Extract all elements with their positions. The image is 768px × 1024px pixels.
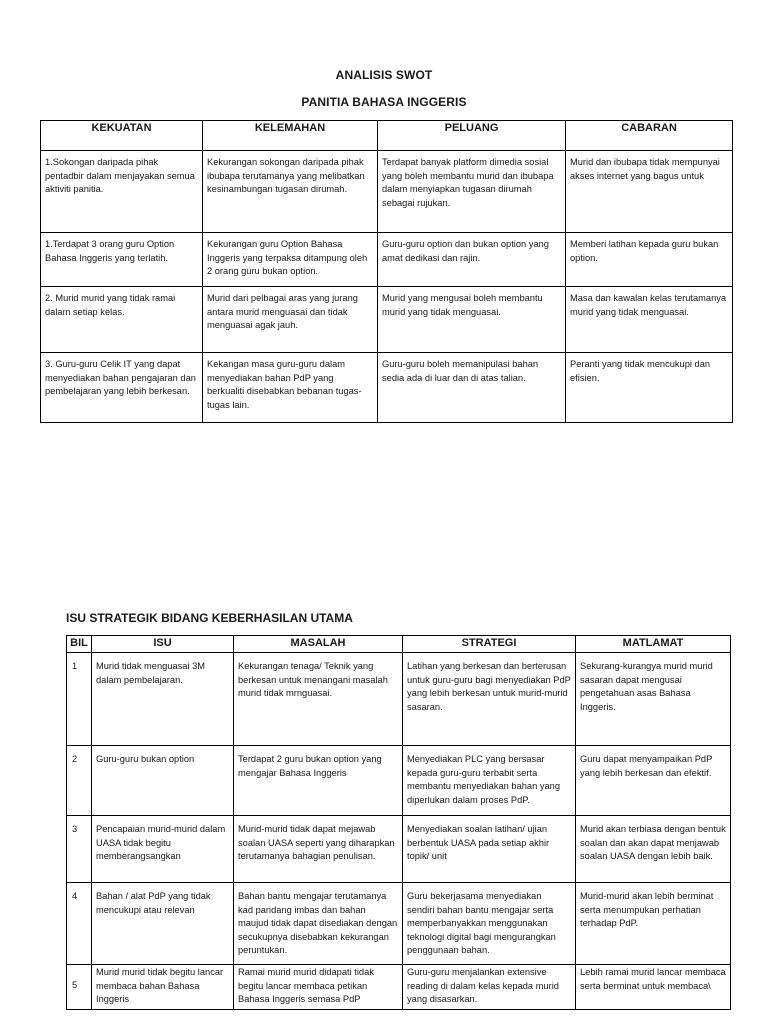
isu-header-row	[67, 636, 731, 653]
table-row	[67, 965, 731, 1010]
masalah-cell: Bahan bantu mengajar terutamanya kad pandang imbas dan bahan maujud tidak dapat disediakan dengan secukupnya disebabkan kekurangan peruntukan.	[234, 883, 403, 965]
header-matlamat: MATLAMAT	[576, 636, 731, 653]
matlamat-cell: Sekurang-kurangya murid murid sasaran dapat mengusai pengetahuan asas Bahasa Inggeris.	[576, 653, 731, 746]
table-row	[41, 353, 733, 423]
strategi-cell: Menyediakan soalan latihan/ ujian berbentuk UASA pada setiap akhir topik/ unit	[403, 816, 576, 883]
isu-cell: Pencapaian murid-murid dalam UASA tidak begitu memberangsangkan	[92, 816, 234, 883]
bil-cell: 5	[67, 965, 92, 1010]
strategi-cell: Latihan yang berkesan dan berterusan untuk guru-guru bagi menyediakan PdP yang lebih berkesan untuk murid-murid sasaran.	[403, 653, 576, 746]
table-row	[41, 287, 733, 353]
swot-cell: 2. Murid murid yang tidak ramai dalam setiap kelas.	[41, 287, 203, 353]
masalah-cell: Ramai murid murid didapati tidak begitu lancar membaca petikan Bahasa Inggeris semasa PdP	[234, 965, 403, 1010]
bil-cell: 2	[67, 746, 92, 816]
bil-cell: 3	[67, 816, 92, 883]
isu-cell: Murid murid tidak begitu lancar membaca bahan Bahasa Inggeris	[92, 965, 234, 1010]
strategi-cell: Guru bekerjasama menyediakan sendiri bahan bantu mengajar serta memperbanyakkan menggunakan teknologi digital bagi mengurangkan penggunaan bahan.	[403, 883, 576, 965]
swot-cell: Memberi latihan kepada guru bukan option.	[566, 233, 733, 287]
table-row	[67, 653, 731, 746]
swot-cell: Murid dari pelbagai aras yang jurang antara murid menguasai dan tidak menguasai agak jauh.	[203, 287, 378, 353]
bil-cell: 1	[67, 653, 92, 746]
swot-cell: Kekangan masa guru-guru dalam menyediakan bahan PdP yang berkualiti disebabkan bebanan tugas-tugas lain.	[203, 353, 378, 423]
header-peluang: PELUANG	[378, 121, 566, 151]
swot-header-row	[41, 121, 733, 151]
document-subtitle: PANITIA BAHASA INGGERIS	[301, 95, 467, 109]
swot-table	[40, 120, 733, 423]
swot-cell: Masa dan kawalan kelas terutamanya murid yang tidak menguasai.	[566, 287, 733, 353]
header-kekuatan: KEKUATAN	[41, 121, 203, 151]
header-cabaran: CABARAN	[566, 121, 733, 151]
matlamat-cell: Murid akan terbiasa dengan bentuk soalan dan akan dapat menjawab soalan UASA dengan lebih baik.	[576, 816, 731, 883]
document-title: ANALISIS SWOT	[335, 68, 433, 82]
masalah-cell: Terdapat 2 guru bukan option yang mengajar Bahasa Inggeris	[234, 746, 403, 816]
swot-cell: Terdapat banyak platform dimedia sosial yang boleh membantu murid dan ibubapa dalam menyiapkan tugasan dirumah sebagai rujukan.	[378, 151, 566, 233]
table-row	[67, 746, 731, 816]
header-kelemahan: KELEMAHAN	[203, 121, 378, 151]
section-title: ISU STRATEGIK BIDANG KEBERHASILAN UTAMA	[66, 611, 353, 625]
swot-cell: Murid yang mengusai boleh membantu murid yang tidak menguasai.	[378, 287, 566, 353]
table-row	[41, 233, 733, 287]
masalah-cell: Murid-murid tidak dapat mejawab soalan UASA seperti yang diharapkan terutamanya bahagian penulisan.	[234, 816, 403, 883]
swot-cell: Peranti yang tidak mencukupi dan efisien.	[566, 353, 733, 423]
swot-cell: Guru-guru boleh memanipulasi bahan sedia ada di luar dan di atas talian.	[378, 353, 566, 423]
matlamat-cell: Lebih ramai murid lancar membaca serta berminat untuk membaca\	[576, 965, 731, 1010]
swot-cell: Kekurangan guru Option Bahasa Inggeris yang terpaksa ditampung oleh 2 orang guru bukan option.	[203, 233, 378, 287]
table-row	[67, 883, 731, 965]
swot-cell: Murid dan ibubapa tidak mempunyai akses internet yang bagus untuk	[566, 151, 733, 233]
matlamat-cell: Murid-murid akan lebih berminat serta menumpukan perhatian terhadap PdP.	[576, 883, 731, 965]
table-row	[67, 816, 731, 883]
swot-cell: Guru-guru option dan bukan option yang amat dedikasi dan rajin.	[378, 233, 566, 287]
matlamat-cell: Guru dapat menyampaikan PdP yang lebih berkesan dan efektif.	[576, 746, 731, 816]
strategi-cell: Menyediakan PLC yang bersasar kepada guru-guru terbabit serta membantu menyediakan bahan yang diperlukan dalam proses PdP.	[403, 746, 576, 816]
bil-cell: 4	[67, 883, 92, 965]
header-bil: BIL	[67, 636, 92, 653]
swot-cell: 3. Guru-guru Celik IT yang dapat menyediakan bahan pengajaran dan pembelajaran yang lebih berkesan.	[41, 353, 203, 423]
header-masalah: MASALAH	[234, 636, 403, 653]
masalah-cell: Kekurangan tenaga/ Teknik yang berkesan untuk menangani masalah murid tidak mrnguasai.	[234, 653, 403, 746]
swot-cell: Kekurangan sokongan daripada pihak ibubapa terutamanya yang melibatkan kesinambungan tugasan dirumah.	[203, 151, 378, 233]
header-isu: ISU	[92, 636, 234, 653]
strategi-cell: Guru-guru menjalankan extensive reading di dalam kelas kepada murid yang disasarkan.	[403, 965, 576, 1010]
header-strategi: STRATEGI	[403, 636, 576, 653]
table-row	[41, 151, 733, 233]
swot-cell: 1.Sokongan daripada pihak pentadbir dalam menjayakan semua aktiviti panitia.	[41, 151, 203, 233]
isu-cell: Guru-guru bukan option	[92, 746, 234, 816]
isu-cell: Murid tidak menguasai 3M dalam pembelajaran.	[92, 653, 234, 746]
isu-strategik-table	[66, 635, 731, 1010]
swot-cell: 1.Terdapat 3 orang guru Option Bahasa Inggeris yang terlatih.	[41, 233, 203, 287]
isu-cell: Bahan / alat PdP yang tidak mencukupi atau relevan	[92, 883, 234, 965]
